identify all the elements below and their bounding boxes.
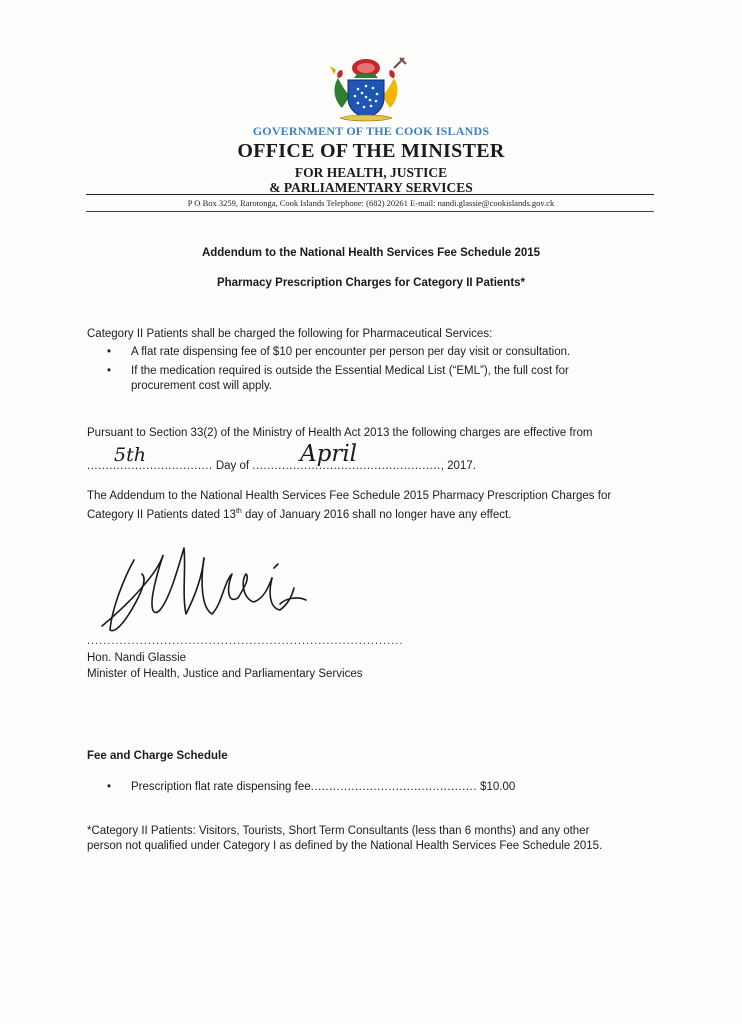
supersede-line-2 <box>87 504 647 523</box>
footnote-line-1: *Category II Patients: Visitors, Tourists, Short Term Consultants (less than 6 months) and any other <box>87 825 590 837</box>
bullet-icon: • <box>107 346 112 358</box>
signatory-title: Minister of Health, Justice and Parliamentary Services <box>87 668 363 680</box>
list-item <box>107 364 627 394</box>
handwritten-month: April <box>300 441 358 467</box>
portfolio-line-1: FOR HEALTH, JUSTICE <box>294 165 448 180</box>
portfolio-line-2: & PARLIAMENTARY SERVICES <box>269 180 473 195</box>
day-fill-line: .................................. <box>87 460 213 472</box>
signatory-name: Hon. Nandi Glassie <box>87 652 187 664</box>
signature-line: .............................................................................. <box>87 635 404 647</box>
contact-details: P O Box 3259, Rarotonga, Cook Islands Telephone: (682) 20261 E-mail: nandi.glassie@cookislands.gov.ck <box>187 198 555 208</box>
ordinal-suffix: th <box>235 508 242 515</box>
list-item-text: If the medication required is outside the Essential Medical List (“EML”), the full cost for procurement cost will apply. <box>131 365 569 392</box>
footnote <box>87 824 647 854</box>
office-heading: OFFICE OF THE MINISTER <box>237 140 505 162</box>
list-item-text: A flat rate dispensing fee of $10 per encounter per person per day visit or consultation. <box>131 346 571 358</box>
list-item <box>107 345 627 360</box>
letterhead-divider-thin <box>86 211 654 212</box>
handwritten-day: 5th <box>114 444 146 466</box>
supersede-line-1: The Addendum to the National Health Services Fee Schedule 2015 Pharmacy Prescription Charges for <box>87 490 612 502</box>
year-label: , 2017. <box>440 460 476 472</box>
schedule-item-value: $10.00 <box>480 781 516 793</box>
letterhead-divider <box>86 194 654 195</box>
supersede-line-2a: Category II Patients dated 13 <box>87 508 236 521</box>
schedule-item-label: Prescription flat rate dispensing fee <box>131 781 311 793</box>
document-subtitle: Pharmacy Prescription Charges for Category II Patients* <box>216 277 526 289</box>
bullet-icon: • <box>107 365 112 377</box>
day-of-label: Day of <box>215 460 250 472</box>
supersede-paragraph <box>87 489 647 523</box>
services-list <box>107 345 627 398</box>
bullet-icon: • <box>107 781 112 793</box>
footnote-line-2: person not qualified under Category I as defined by the National Health Services Fee Schedule 2015. <box>87 840 603 852</box>
month-fill-line: ................................................... <box>252 460 441 472</box>
supersede-line-2b: day of January 2016 shall no longer have any effect. <box>241 508 512 521</box>
intro-paragraph: Category II Patients shall be charged the following for Pharmaceutical Services: <box>87 328 493 340</box>
government-heading: GOVERNMENT OF THE COOK ISLANDS <box>252 124 490 138</box>
coat-of-arms-icon <box>320 56 412 126</box>
schedule-heading: Fee and Charge Schedule <box>87 750 228 762</box>
pursuant-paragraph: Pursuant to Section 33(2) of the Ministry of Health Act 2013 the following charges are effective from <box>87 427 593 439</box>
document-title: Addendum to the National Health Services Fee Schedule 2015 <box>201 247 541 259</box>
schedule-item <box>107 780 667 795</box>
signature-image <box>94 538 324 644</box>
leader-dots: ............................................. <box>310 781 477 793</box>
effective-date-line <box>87 459 647 474</box>
